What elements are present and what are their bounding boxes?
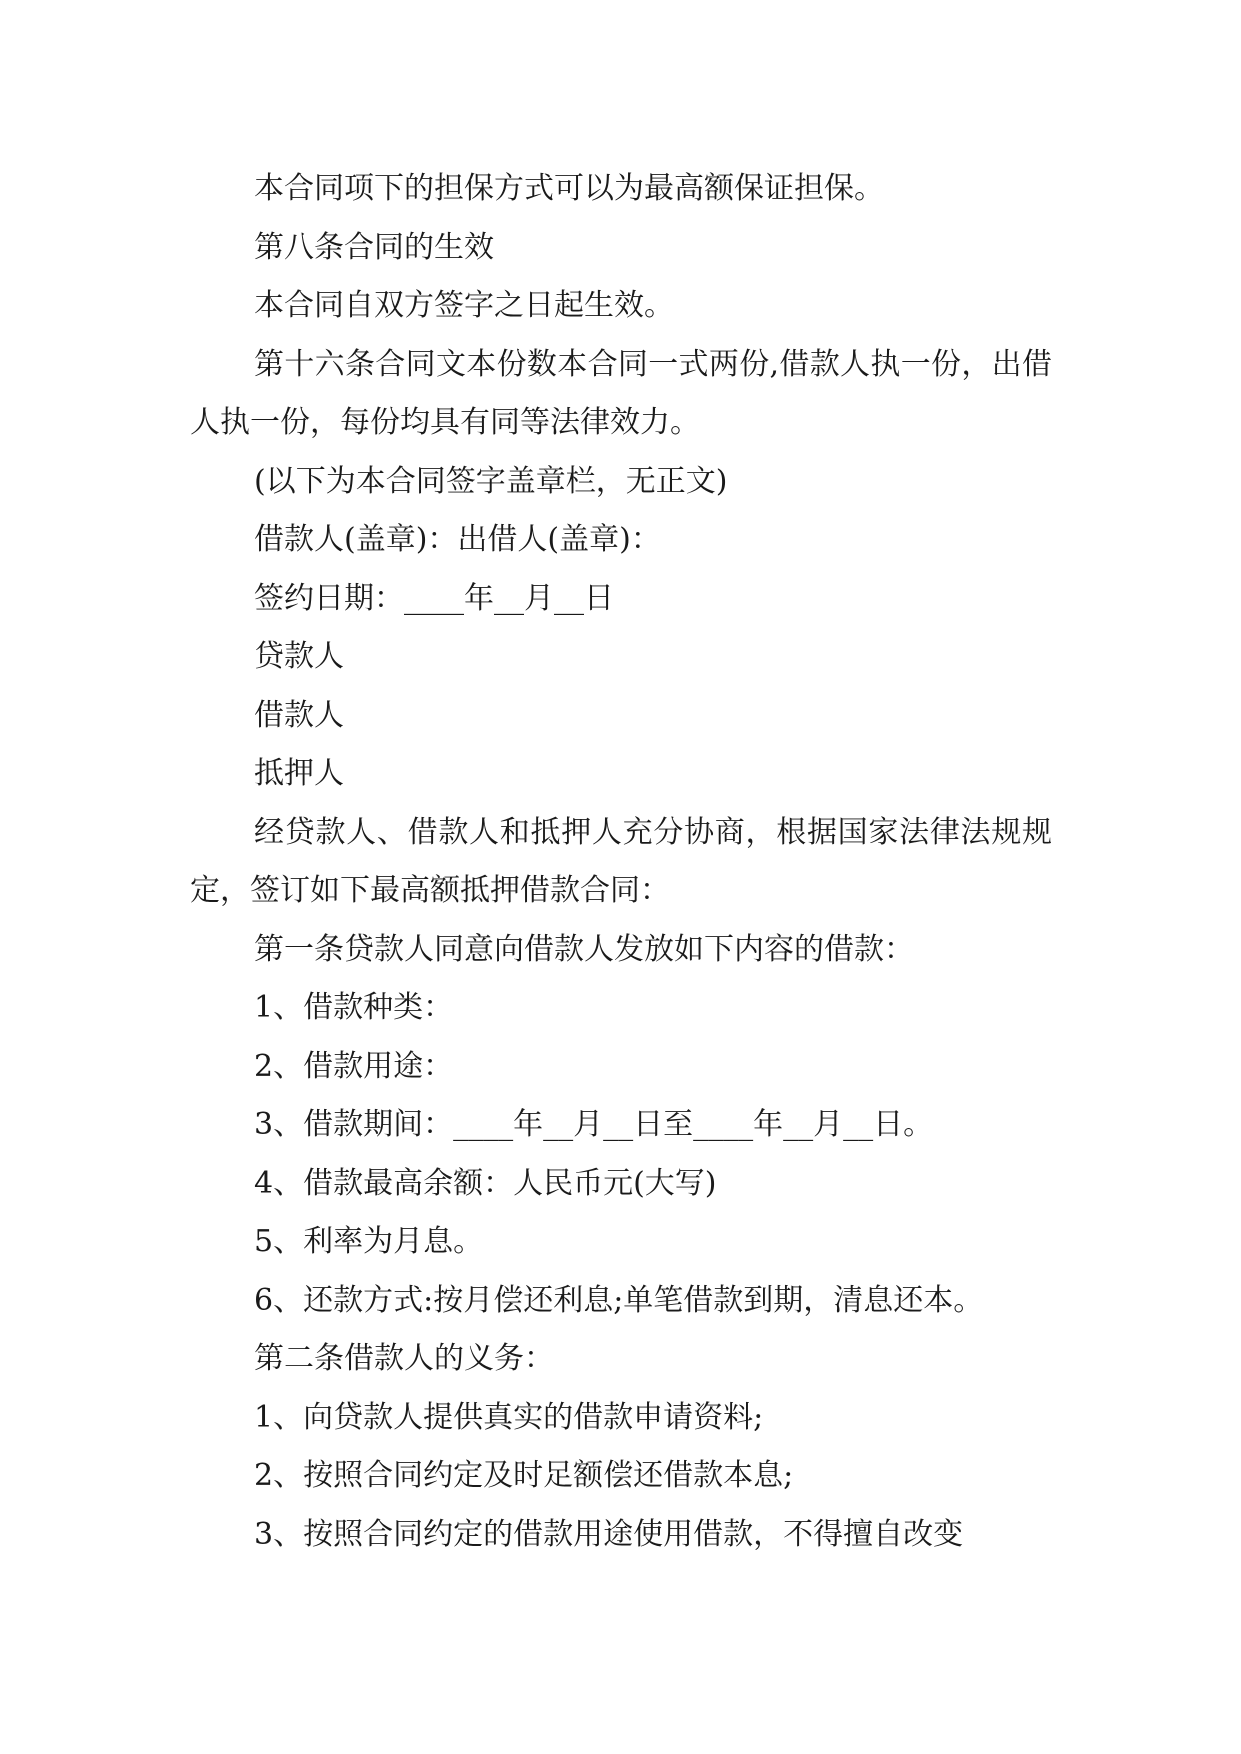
- list-item-repayment: 6、还款方式:按月偿还利息;单笔借款到期，清息还本。: [254, 1282, 984, 1318]
- paragraph-guarantee-method: 本合同项下的担保方式可以为最高额保证担保。: [254, 171, 884, 206]
- heading-article-1: 第一条贷款人同意向借款人发放如下内容的借款：: [254, 931, 914, 967]
- list-item-loan-period: 3、借款期间：____年__月__日至____年__月__日。: [254, 1107, 934, 1142]
- paragraph-sign-date: 签约日期：____年__月__日: [254, 580, 614, 616]
- paragraph-article-16-copies: 第十六条合同文本份数本合同一式两份,借款人执一份，出借人执一份，每份均具有同等法律效力。: [190, 346, 1052, 440]
- paragraph-preamble: 经贷款人、借款人和抵押人充分协商，根据国家法律法规规定，签订如下最高额抵押借款合同：: [190, 814, 1052, 908]
- list-item-max-balance: 4、借款最高余额：人民币元(大写): [254, 1165, 717, 1201]
- list-item-obligation-1: 1、向贷款人提供真实的借款申请资料;: [254, 1399, 764, 1435]
- list-item-obligation-3: 3、按照合同约定的借款用途使用借款，不得擅自改变: [254, 1516, 964, 1552]
- list-item-loan-type: 1、借款种类：: [254, 990, 454, 1025]
- document-body: [190, 160, 1052, 1564]
- party-borrower: 借款人: [254, 697, 344, 733]
- list-item-loan-purpose: 2、借款用途：: [254, 1048, 454, 1084]
- paragraph-seal-line: 借款人(盖章)：出借人(盖章)：: [254, 522, 661, 557]
- heading-article-8: 第八条合同的生效: [254, 229, 494, 265]
- list-item-interest-rate: 5、利率为月息。: [254, 1224, 484, 1259]
- paragraph-signature-note: (以下为本合同签字盖章栏，无正文): [254, 463, 728, 499]
- list-item-obligation-2: 2、按照合同约定及时足额偿还借款本息;: [254, 1458, 794, 1493]
- paragraph-effective: 本合同自双方签字之日起生效。: [254, 288, 674, 323]
- party-lender: 贷款人: [254, 639, 344, 674]
- party-mortgagor: 抵押人: [254, 756, 344, 791]
- heading-article-2: 第二条借款人的义务：: [254, 1341, 554, 1376]
